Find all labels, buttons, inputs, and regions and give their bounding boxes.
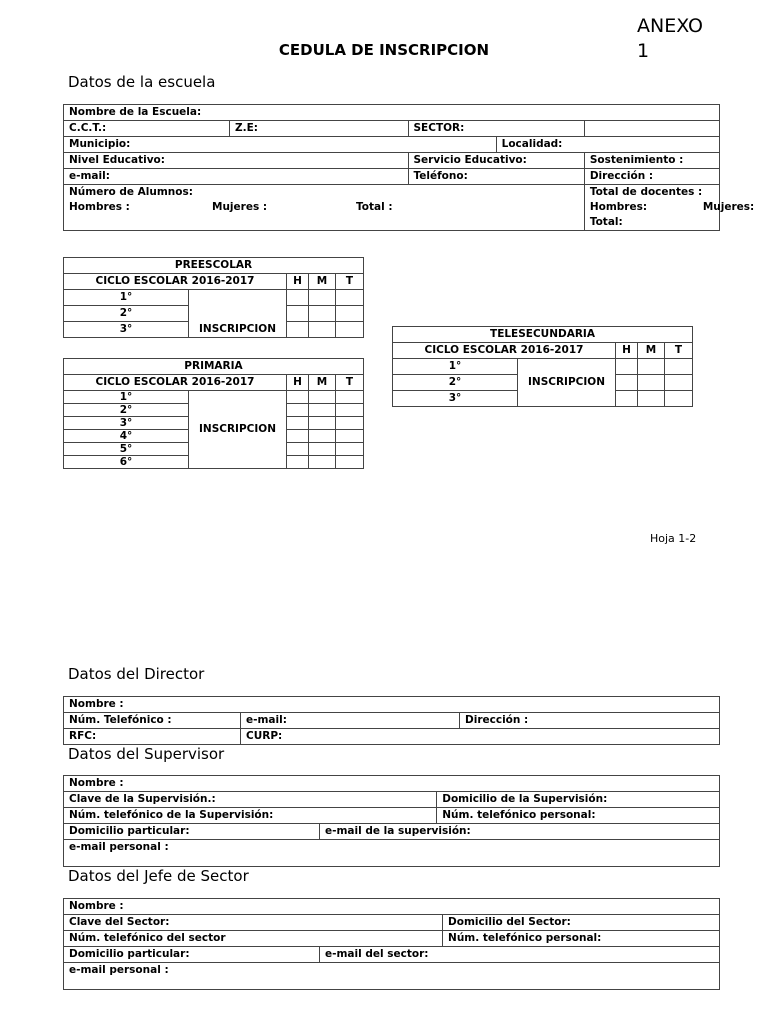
school-heading: Datos de la escuela [68, 73, 216, 91]
primaria-cell[interactable] [287, 404, 309, 417]
chief-table [63, 898, 720, 990]
preescolar-inscripcion: INSCRIPCION [189, 290, 287, 338]
chief-address-field[interactable]: Domicilio del Sector: [443, 915, 720, 931]
students-field[interactable] [64, 185, 585, 231]
page-title [0, 41, 768, 59]
servicio-field[interactable]: Servicio Educativo: [408, 153, 584, 169]
primaria-cell[interactable] [336, 417, 364, 430]
preescolar-cycle: CICLO ESCOLAR 2016-2017 [64, 274, 287, 290]
localidad-field[interactable]: Localidad: [496, 137, 719, 153]
preescolar-h-header: H [287, 274, 309, 290]
primaria-grade: 6° [64, 456, 189, 469]
chief-name-field[interactable]: Nombre : [64, 899, 720, 915]
teachers-men: Hombres: [589, 201, 648, 213]
annex-line2: 1 [637, 40, 650, 62]
preescolar-cell[interactable] [309, 322, 336, 338]
telesecundaria-cell[interactable] [616, 375, 638, 391]
students-total: Total : [356, 201, 393, 213]
primaria-cell[interactable] [287, 430, 309, 443]
primaria-cell[interactable] [287, 443, 309, 456]
director-address-field[interactable]: Dirección : [460, 713, 720, 729]
telesecundaria-cycle: CICLO ESCOLAR 2016-2017 [393, 343, 616, 359]
telesecundaria-cell[interactable] [638, 391, 665, 407]
primaria-cell[interactable] [309, 430, 336, 443]
preescolar-cell[interactable] [336, 322, 364, 338]
municipio-field[interactable]: Municipio: [64, 137, 497, 153]
sector-field[interactable]: SECTOR: [408, 121, 584, 137]
primaria-cell[interactable] [336, 456, 364, 469]
teachers-total: Total: [589, 216, 623, 228]
preescolar-cell[interactable] [287, 290, 309, 306]
director-heading: Datos del Director [68, 665, 205, 683]
preescolar-cell[interactable] [336, 290, 364, 306]
telesecundaria-cell[interactable] [665, 375, 693, 391]
supervisor-key-field[interactable]: Clave de la Supervisión.: [64, 792, 437, 808]
school-table [63, 104, 755, 231]
page-title-text: CEDULA DE INSCRIPCION [278, 41, 490, 59]
teachers-label: Total de docentes : [589, 186, 703, 198]
primaria-cycle: CICLO ESCOLAR 2016-2017 [64, 375, 287, 391]
primaria-table [63, 358, 364, 469]
preescolar-grade: 2° [64, 306, 189, 322]
teachers-field[interactable] [584, 185, 755, 231]
primaria-cell[interactable] [287, 417, 309, 430]
primaria-grade: 4° [64, 430, 189, 443]
primaria-cell[interactable] [309, 404, 336, 417]
supervisor-office-email-field[interactable]: e-mail de la supervisión: [320, 824, 720, 840]
students-label: Número de Alumnos: [69, 186, 193, 198]
chief-phone-field[interactable]: Núm. telefónico del sector [64, 931, 443, 947]
director-name-field[interactable]: Nombre : [64, 697, 720, 713]
chief-personal-email-field[interactable]: e-mail personal : [64, 963, 720, 990]
school-name-field[interactable]: Nombre de la Escuela: [64, 105, 720, 121]
telesecundaria-cell[interactable] [616, 359, 638, 375]
primaria-cell[interactable] [309, 443, 336, 456]
chief-heading: Datos del Jefe de Sector [68, 867, 249, 885]
preescolar-cell[interactable] [287, 306, 309, 322]
telesecundaria-cell[interactable] [665, 359, 693, 375]
supervisor-name-field[interactable]: Nombre : [64, 776, 720, 792]
director-email-field[interactable]: e-mail: [241, 713, 460, 729]
preescolar-title: PREESCOLAR [64, 258, 364, 274]
chief-personal-phone-field[interactable]: Núm. telefónico personal: [443, 931, 720, 947]
director-phone-field[interactable]: Núm. Telefónico : [64, 713, 241, 729]
school-address-field[interactable]: Dirección : [584, 169, 719, 185]
preescolar-grade: 3° [64, 322, 189, 338]
cct-field[interactable]: C.C.T.: [64, 121, 230, 137]
telesecundaria-h-header: H [616, 343, 638, 359]
preescolar-table [63, 257, 364, 338]
telesecundaria-cell[interactable] [616, 391, 638, 407]
primaria-h-header: H [287, 375, 309, 391]
primaria-inscripcion: INSCRIPCION [189, 391, 287, 469]
students-men: Hombres : [69, 201, 130, 213]
telesecundaria-title: TELESECUNDARIA [393, 327, 693, 343]
preescolar-cell[interactable] [309, 306, 336, 322]
preescolar-cell[interactable] [287, 322, 309, 338]
preescolar-cell[interactable] [309, 290, 336, 306]
supervisor-phone-field[interactable]: Núm. telefónico de la Supervisión: [64, 808, 437, 824]
primaria-cell[interactable] [309, 417, 336, 430]
supervisor-personal-phone-field[interactable]: Núm. telefónico personal: [437, 808, 720, 824]
telesecundaria-m-header: M [638, 343, 665, 359]
telesecundaria-cell[interactable] [665, 391, 693, 407]
chief-key-field[interactable]: Clave del Sector: [64, 915, 443, 931]
telesecundaria-cell[interactable] [638, 359, 665, 375]
primaria-grade: 5° [64, 443, 189, 456]
telesecundaria-table [392, 326, 693, 407]
preescolar-cell[interactable] [336, 306, 364, 322]
supervisor-home-field[interactable]: Domicilio particular: [64, 824, 320, 840]
telesecundaria-cell[interactable] [638, 375, 665, 391]
supervisor-personal-email-field[interactable]: e-mail personal : [64, 840, 720, 867]
ze-field[interactable]: Z.E: [230, 121, 409, 137]
primaria-cell[interactable] [336, 430, 364, 443]
primaria-cell[interactable] [287, 391, 309, 404]
teachers-women: Mujeres: [702, 201, 755, 213]
school-phone-field[interactable]: Teléfono: [408, 169, 584, 185]
telesecundaria-grade: 1° [393, 359, 518, 375]
primaria-cell[interactable] [287, 456, 309, 469]
sector-value-field[interactable] [584, 121, 719, 137]
primaria-cell[interactable] [336, 391, 364, 404]
supervisor-heading: Datos del Supervisor [68, 745, 225, 763]
page-label: Hoja 1-2 [650, 532, 697, 545]
telesecundaria-grade: 3° [393, 391, 518, 407]
director-curp-field[interactable]: CURP: [241, 729, 720, 745]
primaria-cell[interactable] [309, 456, 336, 469]
director-table [63, 696, 720, 745]
primaria-cell[interactable] [336, 443, 364, 456]
preescolar-m-header: M [309, 274, 336, 290]
primaria-title: PRIMARIA [64, 359, 364, 375]
nivel-field[interactable]: Nivel Educativo: [64, 153, 409, 169]
primaria-cell[interactable] [336, 404, 364, 417]
telesecundaria-inscripcion: INSCRIPCION [518, 359, 616, 407]
primaria-t-header: T [336, 375, 364, 391]
supervisor-address-field[interactable]: Domicilio de la Supervisión: [437, 792, 720, 808]
preescolar-t-header: T [336, 274, 364, 290]
primaria-grade: 1° [64, 391, 189, 404]
telesecundaria-t-header: T [665, 343, 693, 359]
primaria-m-header: M [309, 375, 336, 391]
chief-sector-email-field[interactable]: e-mail del sector: [320, 947, 720, 963]
primaria-grade: 2° [64, 404, 189, 417]
director-rfc-field[interactable]: RFC: [64, 729, 241, 745]
students-women: Mujeres : [212, 201, 268, 213]
school-email-field[interactable]: e-mail: [64, 169, 409, 185]
sostenimiento-field[interactable]: Sostenimiento : [584, 153, 719, 169]
telesecundaria-grade: 2° [393, 375, 518, 391]
primaria-grade: 3° [64, 417, 189, 430]
annex-line1: ANEXO [637, 15, 703, 37]
supervisor-table [63, 775, 720, 867]
preescolar-grade: 1° [64, 290, 189, 306]
primaria-cell[interactable] [309, 391, 336, 404]
chief-home-field[interactable]: Domicilio particular: [64, 947, 320, 963]
